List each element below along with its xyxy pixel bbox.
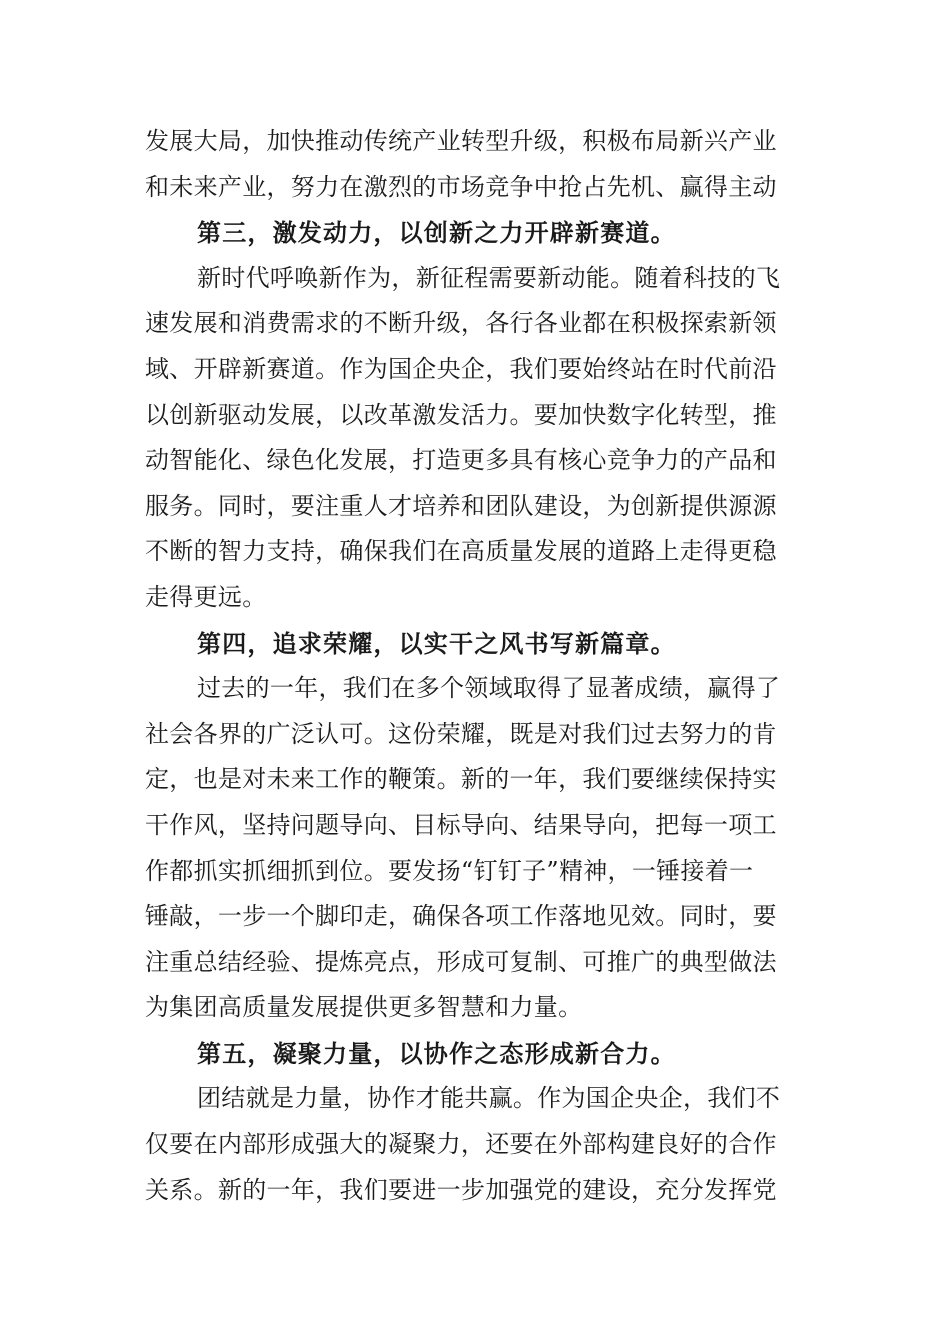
body-line: 不断的智力支持，确保我们在高质量发展的道路上走得更稳	[145, 537, 777, 566]
body-line: 发展大局，加快推动传统产业转型升级，积极布局新兴产业	[145, 127, 777, 155]
section-heading-5: 第五，凝聚力量，以协作之态形成新合力。	[197, 1038, 676, 1068]
body-line: 服务。同时，要注重人才培养和团队建设，为创新提供源源	[145, 491, 777, 520]
body-line: 注重总结经验、提炼亮点，形成可复制、可推广的典型做法	[145, 947, 777, 976]
body-line: 动智能化、绿色化发展，打造更多具有核心竞争力的产品和	[145, 446, 777, 475]
body-line: 走得更远。	[145, 582, 267, 611]
body-line: 作都抓实抓细抓到位。要发扬“钉钉子”精神，一锤接着一	[145, 856, 754, 885]
paragraph-start-line: 团结就是力量，协作才能共赢。作为国企央企，我们不	[197, 1084, 781, 1113]
body-line: 定，也是对未来工作的鞭策。新的一年，我们要继续保持实	[145, 765, 777, 794]
body-line: 为集团高质量发展提供更多智慧和力量。	[145, 993, 583, 1022]
body-line: 速发展和消费需求的不断升级，各行各业都在积极探索新领	[145, 309, 777, 338]
body-line: 仅要在内部形成强大的凝聚力，还要在外部构建良好的合作	[145, 1130, 777, 1159]
section-heading-3: 第三，激发动力，以创新之力开辟新赛道。	[197, 218, 676, 248]
document-page	[145, 119, 811, 1213]
body-line: 锤敲，一步一个脚印走，确保各项工作落地见效。同时，要	[145, 902, 777, 931]
section-heading-4: 第四，追求荣耀，以实干之风书写新篇章。	[197, 628, 676, 658]
body-line: 关系。新的一年，我们要进一步加强党的建设，充分发挥党	[145, 1175, 777, 1204]
body-line: 干作风，坚持问题导向、目标导向、结果导向，把每一项工	[145, 810, 777, 839]
paragraph-start-line: 新时代呼唤新作为，新征程需要新动能。随着科技的飞	[197, 263, 781, 292]
body-line: 社会各界的广泛认可。这份荣耀，既是对我们过去努力的肯	[145, 719, 777, 748]
body-line: 和未来产业，努力在激烈的市场竞争中抢占先机、赢得主动	[145, 172, 777, 201]
body-line: 以创新驱动发展，以改革激发活力。要加快数字化转型，推	[145, 400, 777, 429]
body-line: 域、开辟新赛道。作为国企央企，我们要始终站在时代前沿	[145, 354, 777, 383]
paragraph-start-line: 过去的一年，我们在多个领域取得了显著成绩，赢得了	[197, 674, 781, 703]
